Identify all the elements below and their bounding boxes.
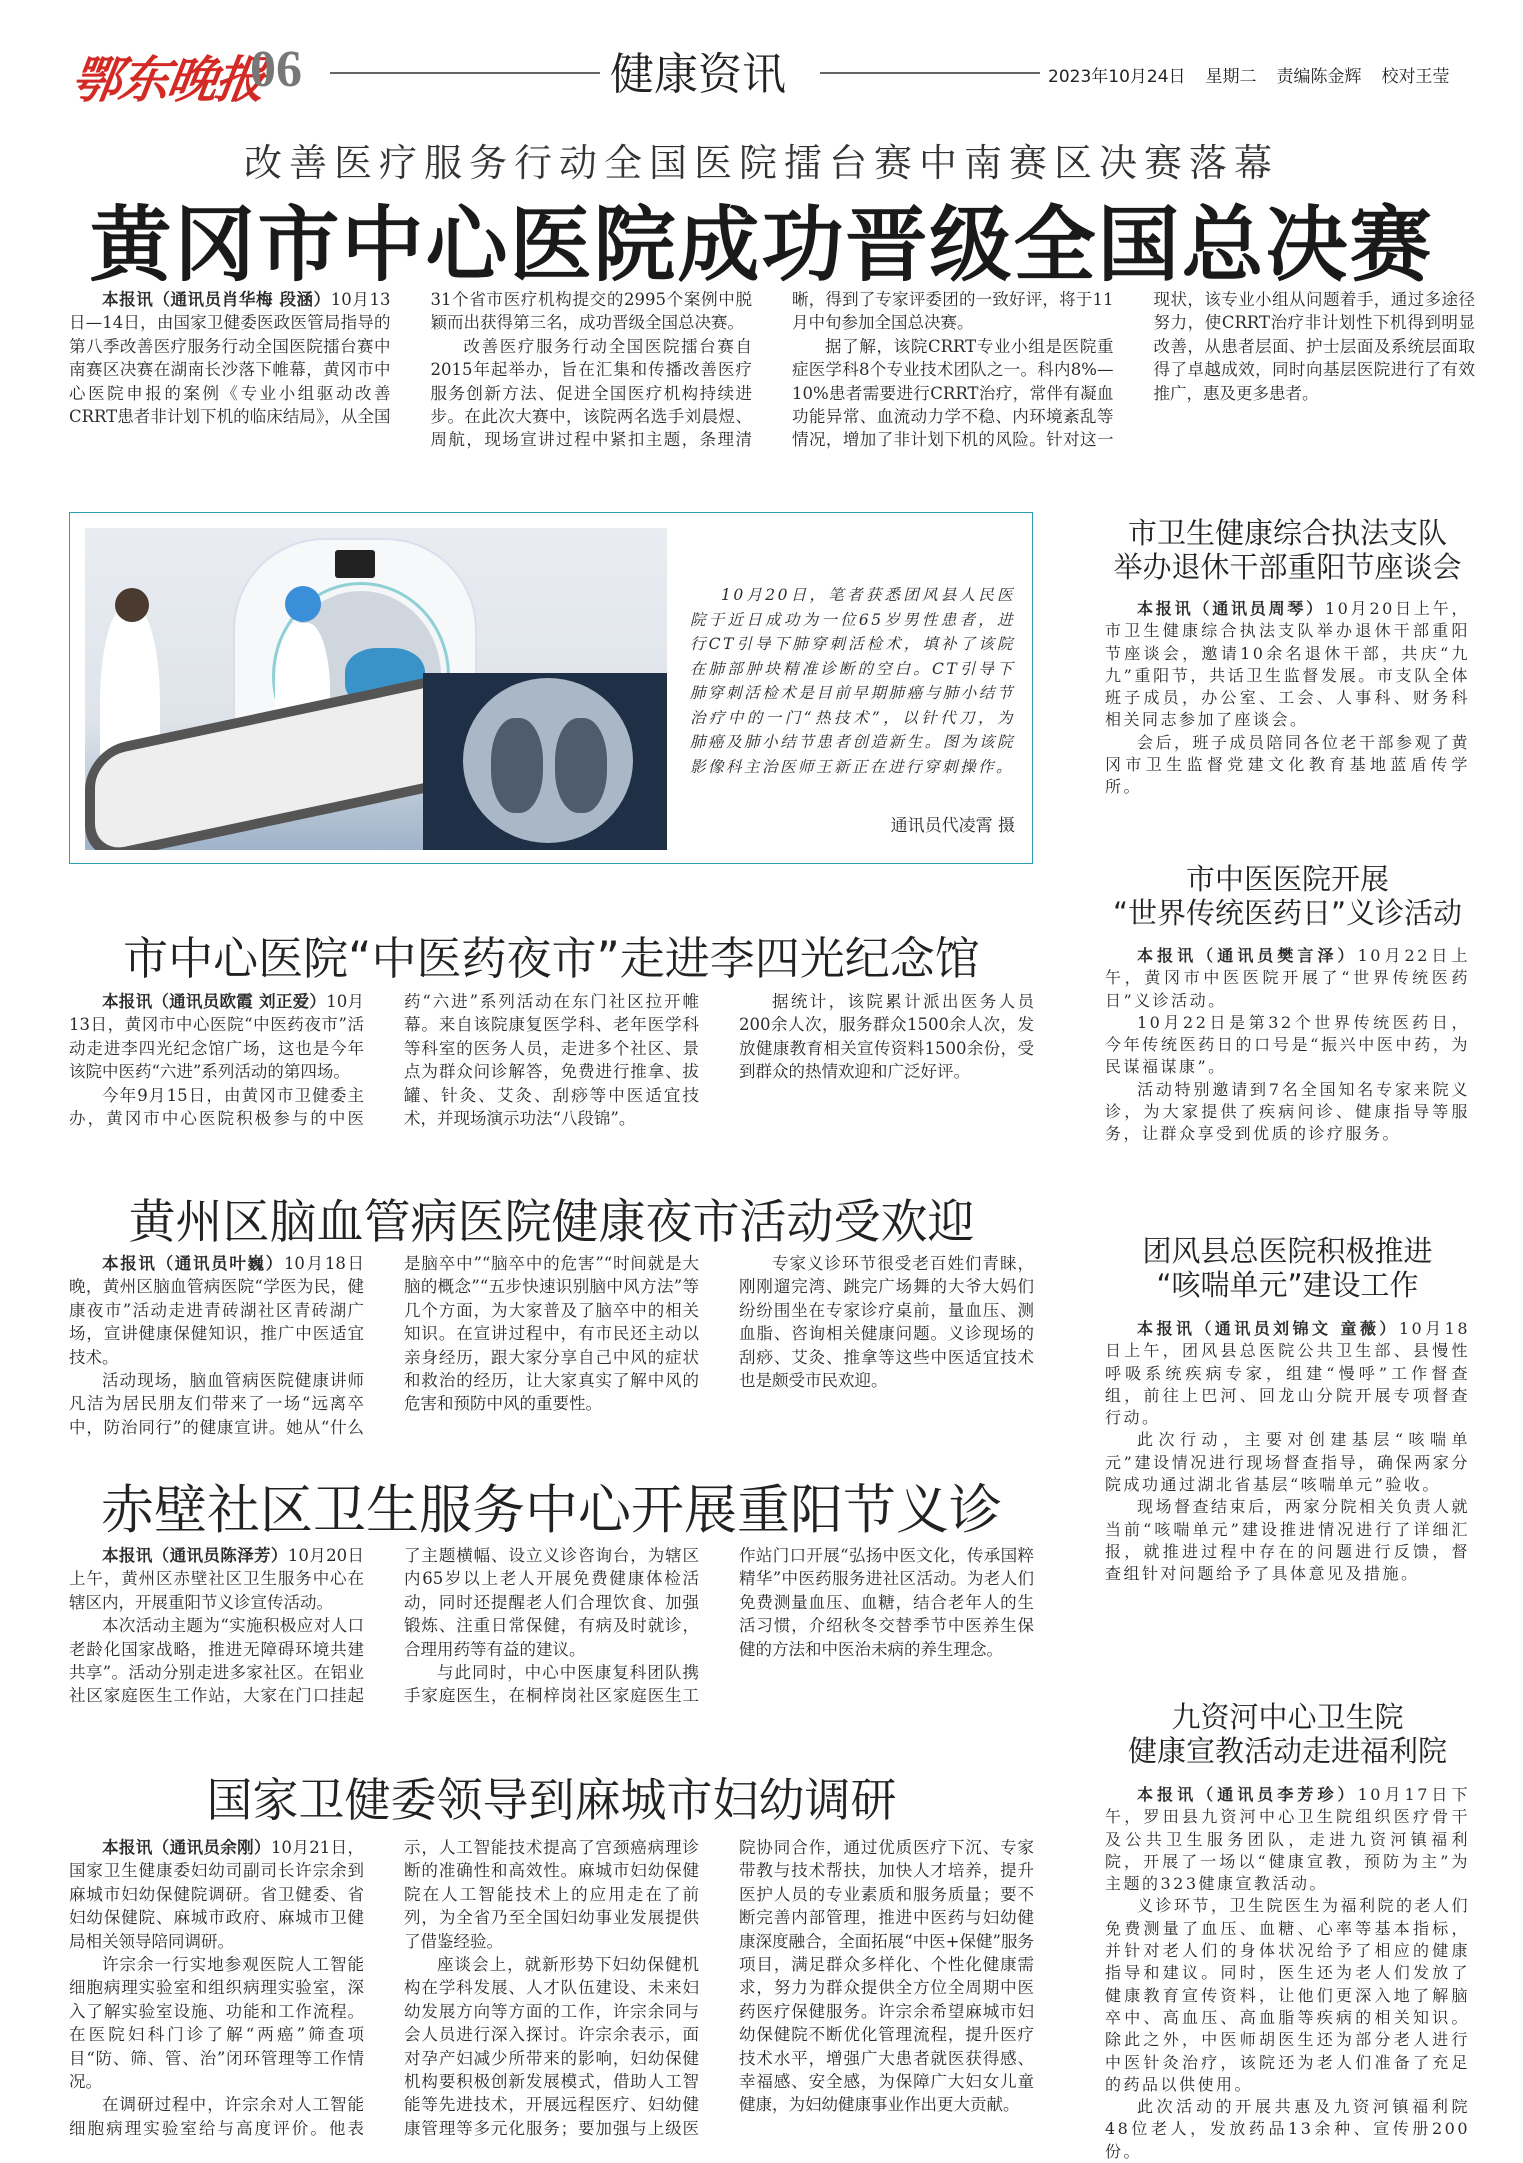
header-rule-right — [820, 72, 1040, 74]
sidebar-body — [1105, 598, 1470, 799]
paragraph — [69, 1544, 364, 1614]
paragraph-text: 10月21日，国家卫生健康委妇幼司副司长许宗余到麻城市妇幼保健院调研。省卫健委、省妇幼保健院、麻城市政府、麻城市卫健局相关领导陪同调研。 — [69, 1838, 365, 1951]
dateline-lead: 本报讯（通讯员肖华梅 段涵） — [102, 290, 331, 309]
headline-line: 市中医医院开展 — [1185, 862, 1389, 896]
headline-line: 健康宣教活动走进福利院 — [1127, 1734, 1447, 1768]
lead-story-headline: 黄冈市中心医院成功晋级全国总决赛 — [89, 198, 1434, 293]
doctor-cap — [285, 586, 321, 622]
paragraph: 据了解，该院CRRT专业小组是医院重症医学科8个专业技术团队之一。科内8%—10%患者需要进行CRRT治疗，常伴有凝血功能异常、血流动力学不稳、内环境紊乱等情况，增加了非计划下机的风险。针对这一现状，该专业小组从问题着手，通过多途径努力，使CRRT治疗非计划性下机得到明显改善，从患者层面、护士层面及系统层面取得了卓越成效，同时向基层医院进行了有效推广，惠及更多患者。 — [792, 290, 1475, 450]
dateline — [1048, 62, 1470, 87]
paragraph — [1105, 598, 1470, 732]
lead-story-subtitle: 改善医疗服务行动全国医院擂台赛中南赛区决赛落幕 — [243, 141, 1279, 185]
paragraph — [69, 1836, 364, 1953]
ct-room-photo — [85, 528, 667, 850]
sidebar-headline — [1105, 862, 1470, 930]
paragraph: 此次行动，主要对创建基层“咳喘单元”建设情况进行现场督查指导，确保两家分院成功通过湖北省基层“咳喘单元”验收。 — [1105, 1430, 1470, 1495]
paragraph: 改善医疗服务行动全国医院擂台赛自2015年起举办，旨在汇集和传播改善医疗服务创新方法、促进全国医疗机构持续进步。在此次大赛中，该院两名选手刘晨煜、周航，现场宣讲过程中紧扣主题，条理清晰，得到了专家评委团的一致好评，将于11月中旬参加全国总决赛。 — [430, 290, 1114, 450]
paragraph: 会后，班子成员陪同各位老干部参观了黄冈市卫生监督党建文化教育基地蓝盾传学所。 — [1105, 732, 1471, 797]
dateline-lead: 本报讯（通讯员李芳珍） — [1137, 1785, 1358, 1804]
paragraph: 座谈会上，就新形势下妇幼保健机构在学科发展、人才队伍建设、未来妇幼发展方向等方面的工作，许宗余同与会人员进行深入探讨。许宗余表示，面对孕产妇减少所带来的影响，妇幼保健机构要积极创新发展模式，借助人工智能等先进技术，开展远程医疗、妇幼健康管理等多元化服务；要加强与上级医院协同合作，通过优质医疗下沉、专家带教与技术帮扶，加快人才培养，提升医护人员的专业素质和服务质量；要不断完善内部管理，推进中医药与妇幼健康深度融合，全面拓展“中医+保健”服务项目，满足群众多样化、个性化健康需求，努力为群众提供全方位全周期中医药医疗保健服务。许宗余希望麻城市妇幼保健院不断优化管理流程，提升医疗技术水平，增强广大患者就医获得感、幸福感、安全感，为保障广大妇女儿童健康，为妇幼健康事业作出更大贡献。 — [404, 1838, 1034, 2138]
sidebar-body — [1105, 1784, 1470, 2163]
paragraph: 本次活动主题为“实施积极应对人口老龄化国家战略，推进无障碍环境共建共享”。活动分别走进多家社区。在铝业社区家庭医生工作站，大家在门口挂起了主题横幅、设立义诊咨询台，为辖区内65岁以上老人开展免费健康体检活动，同时还提醒老人们合理饮食、加强锻炼、注重日常保健，有病及时就诊，合理用药等有益的建议。 — [69, 1546, 699, 1706]
paragraph: 在调研过程中，许宗余对人工智能细胞病理实验室给与高度评价。他表示，人工智能技术提高了宫颈癌病理诊断的准确性和高效性。麻城市妇幼保健院在人工智能技术上的应用走在了前列，为全省乃至全国妇幼事业发展提供了借鉴经验。 — [69, 1838, 699, 2138]
headline-line: 举办退休干部重阳节座谈会 — [1113, 550, 1462, 584]
headline-line: 九资河中心卫生院 — [1171, 1700, 1404, 1734]
header-rule-left — [330, 72, 600, 74]
sidebar-body — [1105, 1318, 1470, 1586]
paragraph — [1105, 1318, 1470, 1429]
paragraph: 现场督查结束后，两家分院相关负责人就当前“咳喘单元”建设推进情况进行了详细汇报，就推进过程中存在的问题进行反馈，督查组针对问题给予了具体意见及措施。 — [1105, 1497, 1471, 1584]
headline-line: 市卫生健康综合执法支队 — [1127, 516, 1447, 550]
ct-chest-slice — [463, 678, 633, 843]
photo-caption — [690, 583, 1015, 779]
section-title: 健康资讯 — [610, 49, 786, 100]
sidebar-headline — [1105, 1700, 1470, 1768]
article-body — [69, 1252, 1034, 1439]
paragraph: 活动现场，脑血管病医院健康讲师凡洁为居民朋友们带来了一场“远离卒中，防治同行”的健康宣讲。她从“什么是脑卒中”“脑卒中的危害”“时间就是大脑的概念”“五步快速识别脑中风方法”等几个方面，为大家普及了脑卒中的相关知识。在宣讲过程中，有市民还主动以亲身经历，跟大家分享自己中风的症状和救治的经历，让大家真实了解中风的危害和预防中风的重要性。 — [69, 1254, 699, 1437]
paragraph-text: 10月13日，黄冈市中心医院“中医药夜市”活动走进李四光纪念馆广场，这也是今年该院中医药“六进”系列活动的第四场。 — [69, 992, 364, 1082]
sidebar-headline — [1105, 516, 1470, 584]
ct-scan-inset — [423, 673, 667, 850]
paragraph-text: 10月20日上午，市卫生健康综合执法支队举办退休干部重阳节座谈会，邀请10余名退休干部，共庆“九九”重阳节，共话卫生监督发展。市支队全体班子成员，办公室、工会、人事科、财务科相关同志参加了座谈会。 — [1105, 599, 1470, 730]
issue-weekday: 星期二 — [1205, 67, 1257, 87]
article-headline: 赤壁社区卫生服务中心开展重阳节义诊 — [101, 1480, 1002, 1541]
sidebar-body — [1105, 945, 1470, 1146]
headline-line: “咳喘单元”建设工作 — [1156, 1268, 1419, 1302]
paragraph: 活动特别邀请到7名全国知名专家来院义诊，为大家提供了疾病问诊、健康指导等服务，让群众享受到优质的诊疗服务。 — [1105, 1079, 1470, 1144]
newspaper-logo: 鄂东晚报 — [67, 50, 268, 109]
paragraph-text: 10月22日上午，黄冈市中医医院开展了“世界传统医药日”义诊活动。 — [1105, 946, 1470, 1010]
paragraph: 与此同时，中心中医康复科团队携手家庭医生，在桐梓岗社区家庭医生工作站门口开展“弘扬中医文化，传承国粹精华”中医药服务进社区活动。为老人们免费测量血压、血糖，结合老年人的生活习惯，介绍秋冬交替季节中医养生保健的方法和中医治未病的养生理念。 — [404, 1546, 1034, 1706]
left-lung — [491, 718, 543, 813]
right-lung — [555, 718, 607, 813]
headline-line: “世界传统医药日”义诊活动 — [1112, 896, 1463, 930]
dateline-lead: 本报讯（通讯员余刚） — [102, 1838, 271, 1857]
article-body — [69, 1544, 1034, 1708]
paragraph — [1105, 945, 1470, 1012]
paragraph — [1105, 1784, 1470, 1895]
caption-text: 10月20日，笔者获悉团风县人民医院于近日成功为一位65岁男性患者，进行CT引导下肺穿刺活检术，填补了该院在肺部肿块精准诊断的空白。CT引导下肺穿刺活检术是目前早期肺癌与肺小结节治疗中的一门“热技术”，以针代刀，为肺癌及肺小结节患者创造新生。图为该院影像科主治医师王新正在进行穿刺操作。 — [690, 586, 1015, 776]
dateline-lead: 本报讯（通讯员刘锦文 童薇） — [1137, 1319, 1399, 1338]
article-headline: 国家卫健委领导到麻城市妇幼调研 — [206, 1773, 897, 1827]
paragraph-text: 10月18日晚，黄州区脑血管病医院“学医为民，健康夜市”活动走进青砖湖社区青砖湖广场，宣讲健康保健知识，推广中医适宜技术。 — [69, 1254, 365, 1367]
lead-story-body — [69, 288, 1475, 452]
paragraph: 今年9月15日，由黄冈市卫健委主办，黄冈市中心医院积极参与的中医药“六进”系列活动在东门社区拉开帷幕。来自该院康复医学科、老年医学科等科室的医务人员，走进多个社区、景点为群众问诊解答，免费进行推拿、拔罐、针灸、艾灸、刮痧等中医适宜技术，并现场演示功法“八段锦”。 — [69, 992, 699, 1129]
paragraph: 据统计，该院累计派出医务人员200余人次，服务群众1500余人次，发放健康教育相关宣传资料1500余份，受到群众的热情欢迎和广泛好评。 — [739, 992, 1034, 1082]
paragraph — [69, 990, 364, 1084]
dateline-lead: 本报讯（通讯员樊言泽） — [1137, 946, 1358, 965]
photo-feature — [69, 512, 1033, 864]
article-headline: 黄州区脑血管病医院健康夜市活动受欢迎 — [128, 1195, 975, 1250]
issue-date: 2023年10月24日 — [1048, 67, 1186, 87]
scanner-display — [335, 550, 375, 578]
dateline-lead: 本报讯（通讯员欧霞 刘正爱） — [102, 992, 327, 1011]
paragraph-text: 10月13日—14日，由国家卫健委医政医管局指导的第八季改善医疗服务行动全国医院擂台赛中南赛区决赛在湖南长沙落下帷幕，黄冈市中心医院申报的案例《专业小组驱动改善CRRT患者非计划下机的临床结局》，从全国31个省市医疗机构提交的2995个案例中脱颖而出获得第三名，成功晋级全国总决赛。 — [69, 290, 752, 427]
paragraph — [69, 1252, 364, 1369]
paragraph: 许宗余一行实地参观医院人工智能细胞病理实验室和组织病理实验室，深入了解实验室设施、功能和工作流程。在医院妇科门诊了解“两癌”筛查项目“防、筛、管、治”闭环管理等工作情况。 — [69, 1955, 364, 2092]
article-body — [69, 1836, 1034, 2140]
paragraph: 此次活动的开展共惠及九资河镇福利院48位老人，发放药品13余种、宣传册200份。 — [1105, 2097, 1470, 2161]
paragraph: 义诊环节，卫生院医生为福利院的老人们免费测量了血压、血糖、心率等基本指标，并针对老人们的身体状况给予了相应的健康指导和建议。同时，医生还为老人们发放了健康教育宣传资料，让他们更深入地了解脑卒中、高血压、高血脂等疾病的相关知识。除此之外，中医师胡医生还为部分老人进行中医针灸治疗，该院还为老人们准备了充足的药品以供使用。 — [1105, 1896, 1471, 2094]
dateline-lead: 本报讯（通讯员陈泽芳） — [102, 1546, 288, 1565]
headline-line: 团风县总医院积极推进 — [1142, 1234, 1433, 1268]
paragraph: 专家义诊环节很受老百姓们青睐，刚刚遛完湾、跳完广场舞的大爷大妈们纷纷围坐在专家诊疗桌前，量血压、测血脂、咨询相关健康问题。义诊现场的刮痧、艾灸、推拿等这些中医适宜技术也是颇受市民欢迎。 — [739, 1254, 1034, 1391]
paragraph-text: 10月18日上午，团风县总医院公共卫生部、县慢性呼吸系统疾病专家，组建“慢呼”工作督查组，前往上巴河、回龙山分院开展专项督查行动。 — [1105, 1319, 1470, 1428]
editor-credit: 责编陈金辉 — [1276, 67, 1362, 87]
sidebar-headline — [1105, 1234, 1470, 1302]
article-body — [69, 990, 1034, 1130]
article-headline: 市中心医院“中医药夜市”走进李四光纪念馆 — [123, 932, 980, 985]
paragraph-text: 10月17日下午，罗田县九资河中心卫生院组织医疗骨干及公共卫生服务团队，走进九资河镇福利院，开展了一场以“健康宣教，预防为主”为主题的323健康宣教活动。 — [1105, 1785, 1470, 1894]
paragraph: 10月22日是第32个世界传统医药日，今年传统医药日的口号是“振兴中医中药，为民谋福谋康”。 — [1105, 1012, 1470, 1077]
paragraph-text: 10月20日上午，黄州区赤壁社区卫生服务中心在辖区内，开展重阳节义诊宣传活动。 — [69, 1546, 364, 1612]
proofreader-credit: 校对王莹 — [1381, 67, 1450, 87]
nurse-head — [115, 588, 149, 622]
dateline-lead: 本报讯（通讯员周琴） — [1137, 599, 1325, 618]
dateline-lead: 本报讯（通讯员叶巍） — [102, 1254, 284, 1273]
page-number: 06 — [250, 41, 302, 98]
photo-credit: 通讯员代凌霄 摄 — [890, 816, 1015, 836]
